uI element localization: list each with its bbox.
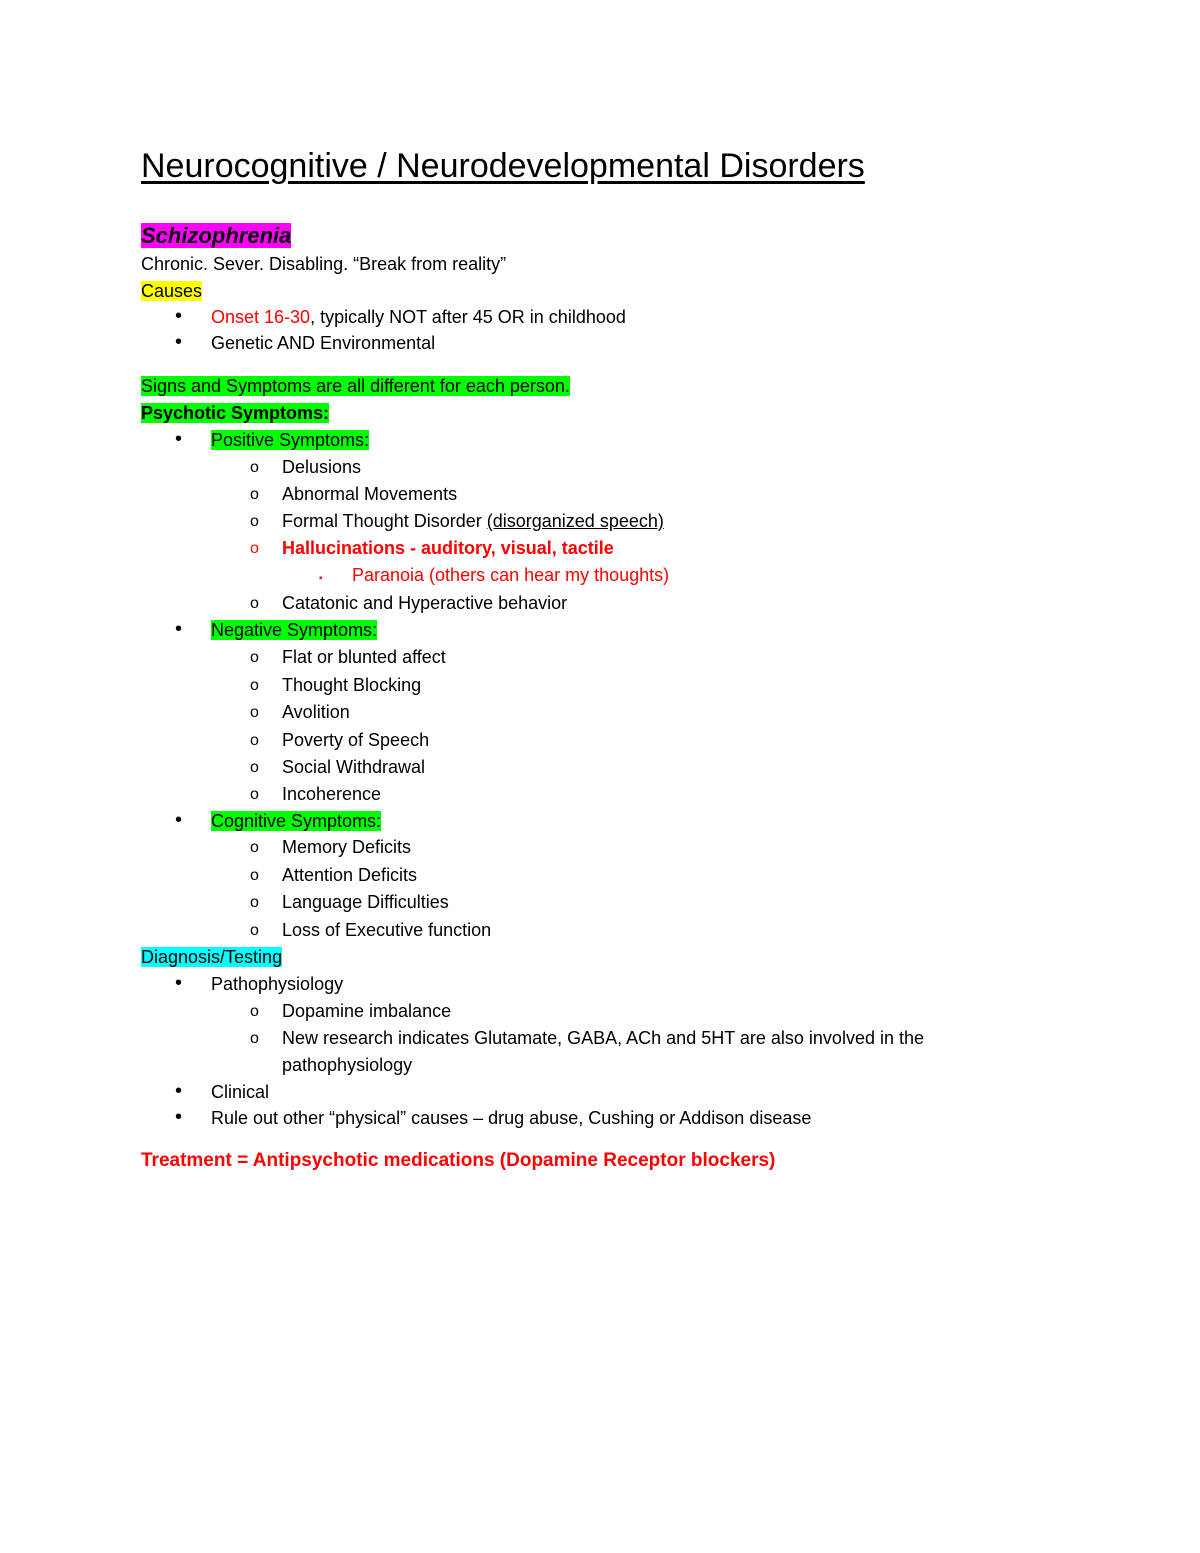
list-item: New research indicates Glutamate, GABA, ACh and 5HT are also involved in the bbox=[282, 1028, 924, 1048]
list-item: Pathophysiology bbox=[211, 974, 344, 994]
page-title: Neurocognitive / Neurodevelopmental Disorders bbox=[141, 147, 865, 185]
bullet-marker: • bbox=[175, 428, 183, 450]
schizophrenia-heading: Schizophrenia bbox=[141, 223, 292, 248]
section-heading bbox=[141, 222, 291, 250]
list-item: Catatonic and Hyperactive behavior bbox=[282, 593, 568, 613]
list-item: Attention Deficits bbox=[282, 865, 418, 885]
circle-marker: o bbox=[250, 839, 259, 856]
circle-marker: o bbox=[250, 677, 259, 694]
circle-marker: o bbox=[250, 867, 259, 884]
list-item: Poverty of Speech bbox=[282, 730, 430, 750]
bullet-marker: • bbox=[175, 305, 183, 327]
list-item bbox=[211, 305, 626, 329]
list-item: Loss of Executive function bbox=[282, 920, 492, 940]
square-marker: ▪ bbox=[319, 573, 323, 584]
cognitive-label-line bbox=[211, 809, 381, 833]
treatment-line: Treatment = Antipsychotic medications (Dopamine Receptor blockers) bbox=[141, 1150, 776, 1171]
psychotic-heading: Psychotic Symptoms: bbox=[141, 403, 330, 423]
circle-marker: o bbox=[250, 894, 259, 911]
diagnosis-label-line bbox=[141, 945, 282, 969]
onset-rest: , typically NOT after 45 OR in childhood bbox=[310, 307, 626, 327]
circle-marker: o bbox=[250, 1030, 259, 1047]
list-item: Delusions bbox=[282, 457, 362, 477]
circle-marker: o bbox=[250, 459, 259, 476]
circle-marker: o bbox=[250, 759, 259, 776]
positive-label: Positive Symptoms: bbox=[211, 430, 370, 450]
thought-disorder-note: (disorganized speech) bbox=[486, 511, 664, 531]
circle-marker: o bbox=[250, 486, 259, 503]
list-item bbox=[282, 509, 664, 533]
onset-highlight: Onset 16-30 bbox=[211, 307, 311, 327]
list-item: Abnormal Movements bbox=[282, 484, 458, 504]
list-item: Memory Deficits bbox=[282, 837, 412, 857]
bullet-marker: • bbox=[175, 809, 183, 831]
list-item-continuation: pathophysiology bbox=[282, 1055, 413, 1075]
circle-marker: o bbox=[250, 922, 259, 939]
list-item: Flat or blunted affect bbox=[282, 647, 446, 667]
circle-marker: o bbox=[250, 540, 259, 557]
list-item: Rule out other “physical” causes – drug abuse, Cushing or Addison disease bbox=[211, 1108, 812, 1128]
list-item: Clinical bbox=[211, 1082, 270, 1102]
thought-disorder-text: Formal Thought Disorder bbox=[282, 511, 487, 531]
list-item: Social Withdrawal bbox=[282, 757, 426, 777]
bullet-marker: • bbox=[175, 331, 183, 353]
list-item: Avolition bbox=[282, 702, 350, 722]
negative-label-line bbox=[211, 618, 377, 642]
cognitive-label: Cognitive Symptoms: bbox=[211, 811, 382, 831]
signs-note-line bbox=[141, 374, 570, 398]
list-item: Incoherence bbox=[282, 784, 382, 804]
circle-marker: o bbox=[250, 732, 259, 749]
circle-marker: o bbox=[250, 704, 259, 721]
bullet-marker: • bbox=[175, 1080, 183, 1102]
circle-marker: o bbox=[250, 1003, 259, 1020]
circle-marker: o bbox=[250, 513, 259, 530]
psychotic-heading-line bbox=[141, 401, 329, 425]
list-item: Dopamine imbalance bbox=[282, 1001, 452, 1021]
list-item-paranoia: Paranoia (others can hear my thoughts) bbox=[352, 565, 670, 585]
causes-label-line bbox=[141, 279, 202, 303]
list-item: Thought Blocking bbox=[282, 675, 422, 695]
signs-note: Signs and Symptoms are all different for each person. bbox=[141, 376, 570, 396]
list-item-hallucinations: Hallucinations - auditory, visual, tactile bbox=[282, 538, 614, 558]
circle-marker: o bbox=[250, 786, 259, 803]
list-item: Genetic AND Environmental bbox=[211, 333, 436, 353]
negative-label: Negative Symptoms: bbox=[211, 620, 378, 640]
description: Chronic. Sever. Disabling. “Break from reality” bbox=[141, 254, 507, 274]
circle-marker: o bbox=[250, 649, 259, 666]
bullet-marker: • bbox=[175, 618, 183, 640]
bullet-marker: • bbox=[175, 972, 183, 994]
causes-label: Causes bbox=[141, 281, 203, 301]
positive-label-line bbox=[211, 428, 369, 452]
circle-marker: o bbox=[250, 595, 259, 612]
bullet-marker: • bbox=[175, 1106, 183, 1128]
diagnosis-label: Diagnosis/Testing bbox=[141, 947, 283, 967]
list-item: Language Difficulties bbox=[282, 892, 449, 912]
